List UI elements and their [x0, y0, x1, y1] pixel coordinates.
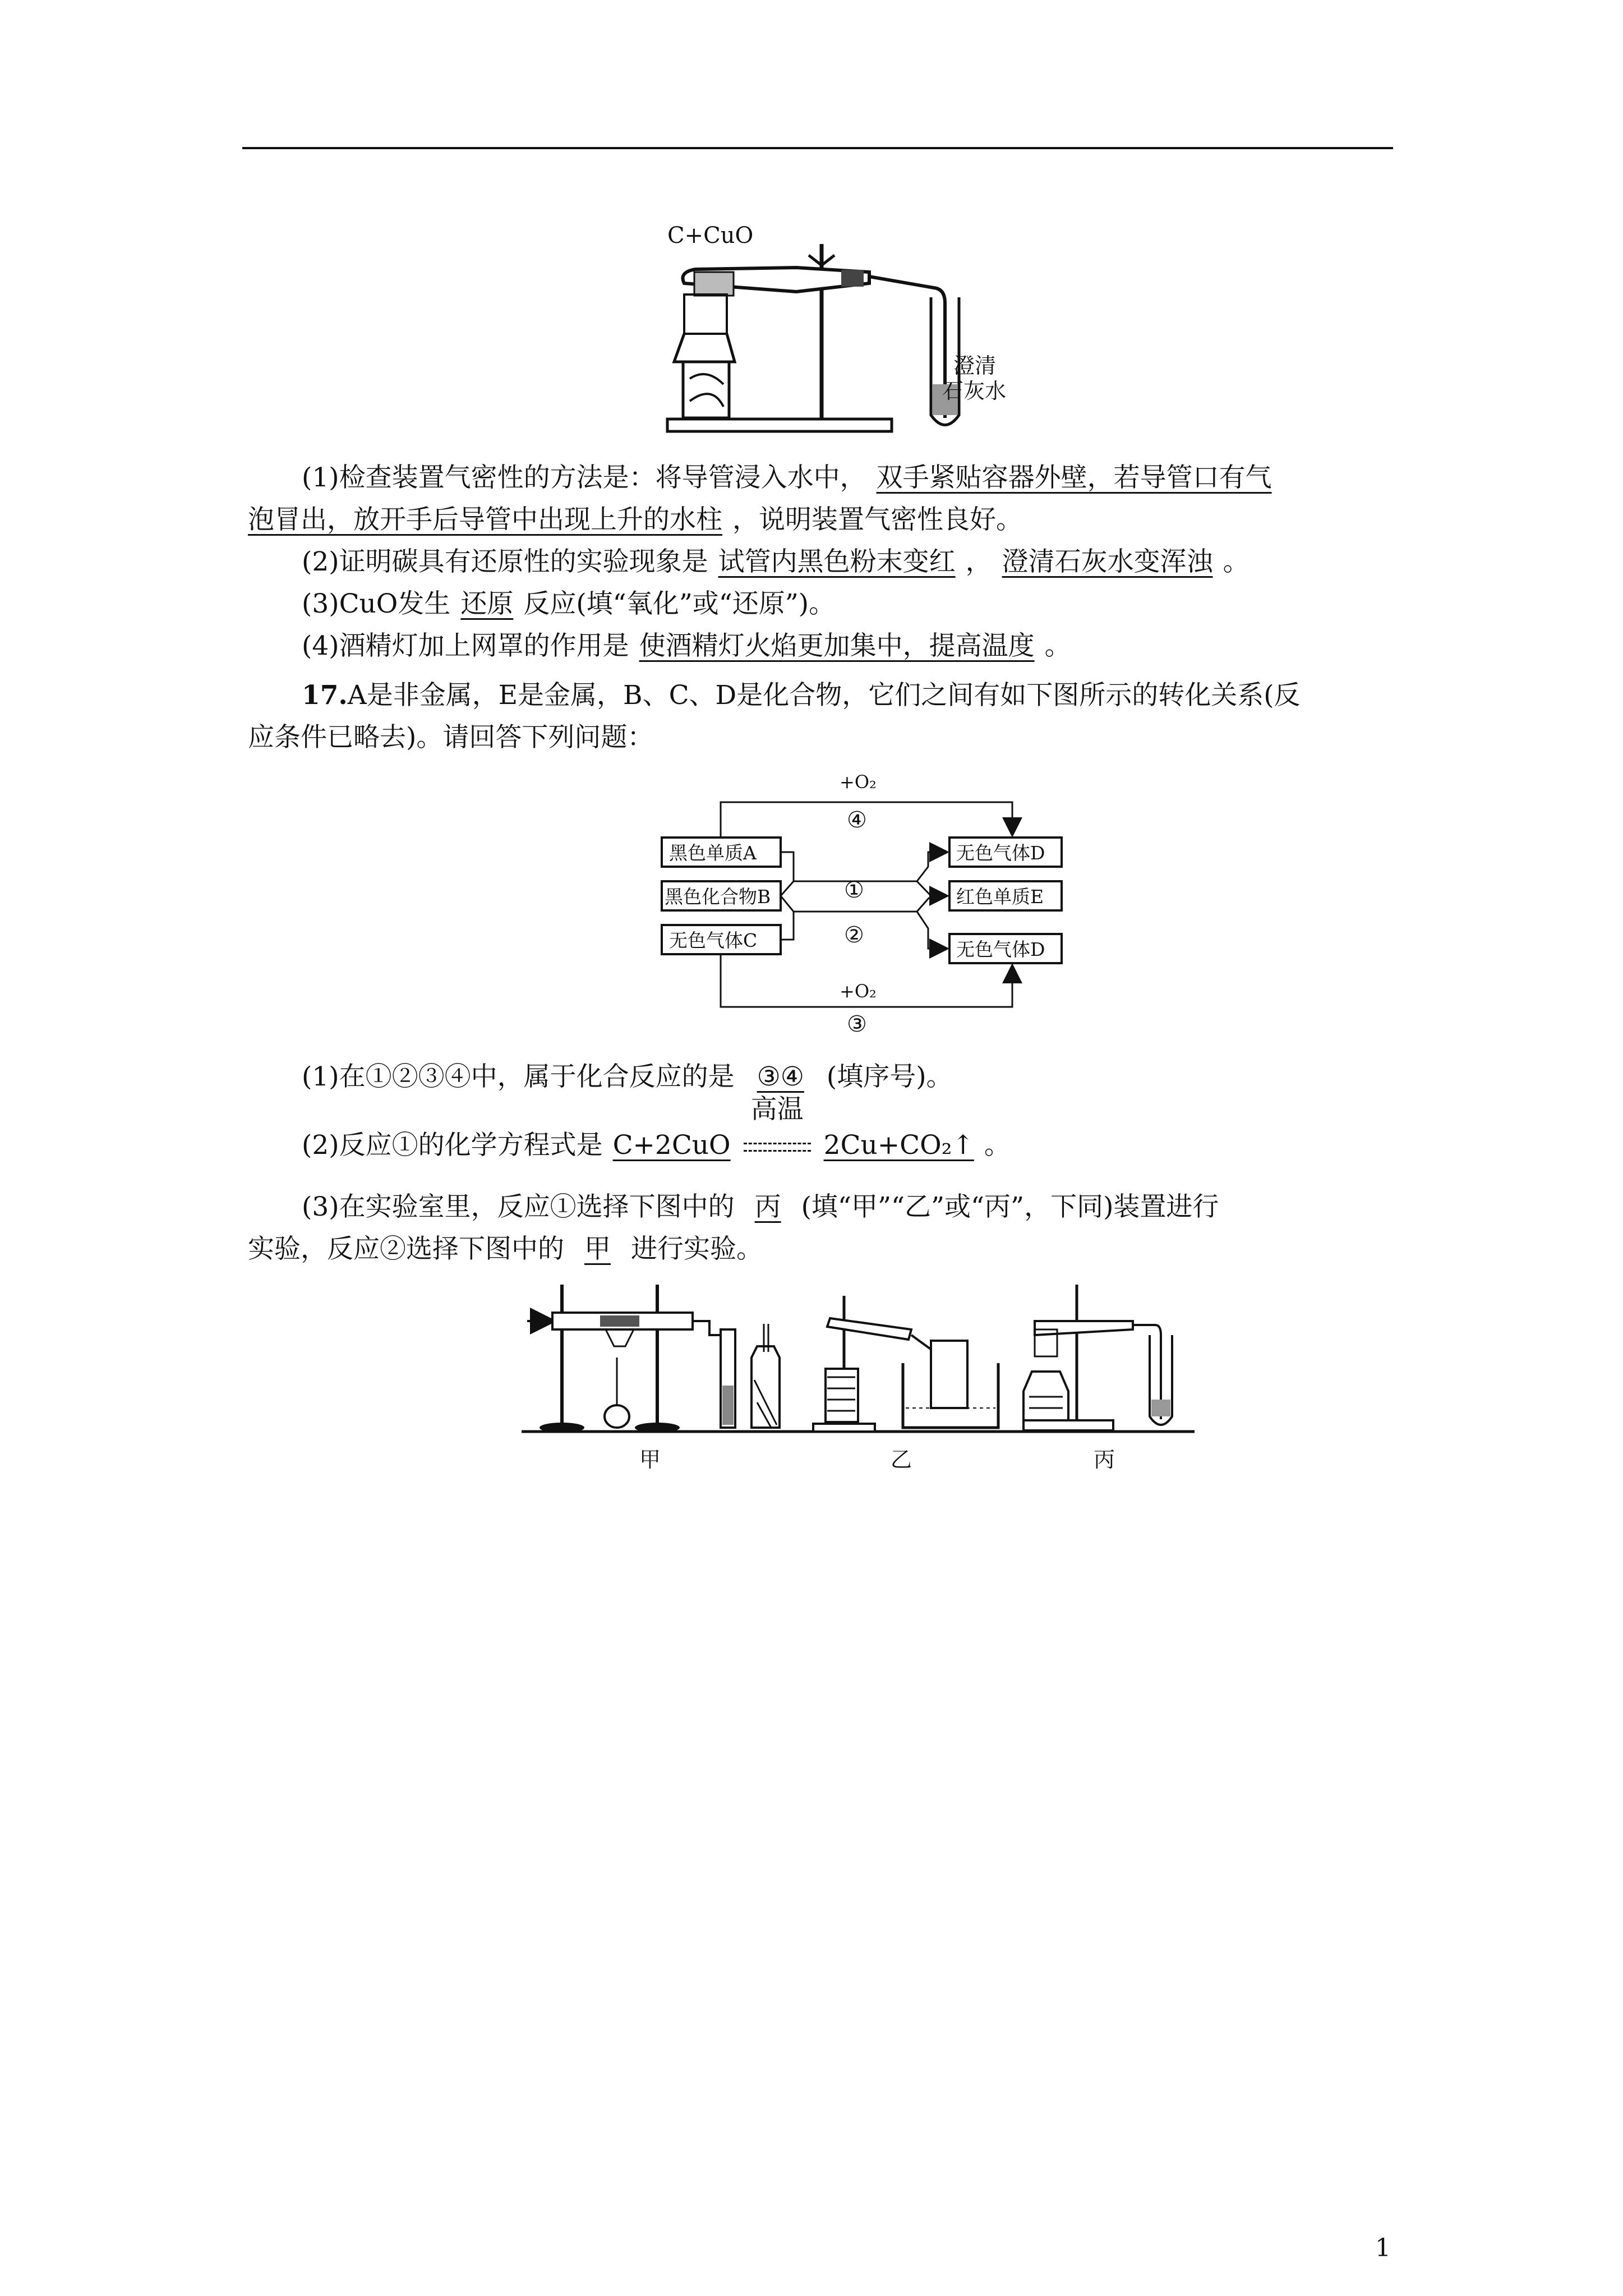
box-b-label: 黑色化合物B	[665, 886, 771, 908]
reaction-3-number: ③	[847, 1011, 867, 1035]
box-c-label: 无色气体C	[669, 930, 758, 951]
box-d1-label: 无色气体D	[956, 842, 1045, 864]
page-number: 1	[1375, 2234, 1391, 2262]
apparatus-yi	[813, 1296, 998, 1432]
q17-stem-b: 应条件已略去)。请回答下列问题：	[248, 722, 654, 753]
q16-part4-prompt: (4)酒精灯加上网罩的作用是	[302, 631, 629, 661]
q16-part2-answer-2: 澄清石灰水变浑浊	[1002, 546, 1213, 577]
conversion-diagram	[659, 771, 1063, 1035]
q17-part3-mid: (填“甲”“乙”或“丙”，下同)装置进行	[801, 1191, 1219, 1222]
q16-part3-tail: 反应(填“氧化”或“还原”)。	[523, 588, 836, 619]
label-bing: 丙	[1094, 1447, 1115, 1472]
q16-part1-tail: ，说明装置气密性良好。	[732, 504, 1022, 535]
reaction-condition-label: 高温	[750, 1094, 804, 1125]
reaction-4-number: ④	[847, 807, 867, 833]
limewater-label-1: 澄清	[953, 353, 997, 378]
q16-part1-answer-b: 泡冒出，放开手后导管中出现上升的水柱	[248, 504, 722, 535]
box-e-label: 红色单质E	[956, 886, 1044, 908]
q17-part3-answer-2: 甲	[584, 1234, 611, 1264]
q17-part2-tail: 。	[984, 1130, 1011, 1161]
reaction-1-number: ①	[844, 877, 864, 903]
apparatus-jia	[527, 1285, 780, 1433]
q17-part3-tail: 进行实验。	[631, 1234, 763, 1264]
q17-part1-tail: (填序号)。	[826, 1061, 953, 1092]
reactant-label: C+CuO	[667, 223, 754, 249]
reaction-condition	[741, 1094, 814, 1163]
q16-part2-answer-1: 试管内黑色粉末变红	[718, 546, 956, 577]
q17-stem-a: A是非金属，E是金属，B、C、D是化合物，它们之间有如下图所示的转化关系(反	[347, 680, 1301, 711]
equals-sign	[744, 1143, 811, 1152]
box-d2-label: 无色气体D	[956, 938, 1045, 960]
bottom-reagent: +O₂	[840, 981, 877, 1002]
label-yi: 乙	[891, 1447, 912, 1472]
q17-part3-line2-prompt: 实验，反应②选择下图中的	[248, 1234, 564, 1264]
limewater-label-2: 石灰水	[942, 379, 1007, 403]
reduction-apparatus-figure	[628, 216, 1032, 446]
q16-part2-sep: ，	[965, 546, 992, 577]
reaction-2-number: ②	[844, 922, 864, 948]
q16-part4-tail: 。	[1044, 631, 1071, 661]
q17-number: 17.	[302, 680, 348, 711]
q16-part4-answer: 使酒精灯火焰更加集中，提高温度	[639, 631, 1035, 661]
q16-part1-answer-a: 双手紧贴容器外壁，若导管口有气	[876, 462, 1272, 493]
q16-part2-tail: 。	[1223, 546, 1249, 577]
box-a-label: 黑色单质A	[669, 842, 757, 864]
apparatus-figure	[516, 1273, 1211, 1481]
q16-part3-prompt: (3)CuO发生	[302, 588, 451, 619]
q17-part3-prompt: (3)在实验室里，反应①选择下图中的	[302, 1191, 735, 1222]
q17-part2-lhs: C+2CuO	[612, 1130, 731, 1161]
q16-part2-prompt: (2)证明碳具有还原性的实验现象是	[302, 546, 708, 577]
q17-part2-rhs: 2Cu+CO₂↑	[823, 1130, 974, 1161]
q16-part3-answer: 还原	[460, 588, 514, 619]
q17-part3-answer-1: 丙	[754, 1191, 781, 1222]
label-jia: 甲	[639, 1447, 661, 1472]
q17-part2-prompt: (2)反应①的化学方程式是	[302, 1130, 603, 1161]
q16-part1-prompt: (1)检查装置气密性的方法是：将导管浸入水中，	[302, 462, 866, 493]
header-rule	[242, 147, 1393, 149]
top-reagent: +O₂	[840, 771, 877, 793]
q17-part1-answer: ③④	[757, 1061, 804, 1092]
apparatus-bing	[1023, 1285, 1172, 1430]
q17-part1-prompt: (1)在①②③④中，属于化合反应的是	[302, 1061, 735, 1092]
